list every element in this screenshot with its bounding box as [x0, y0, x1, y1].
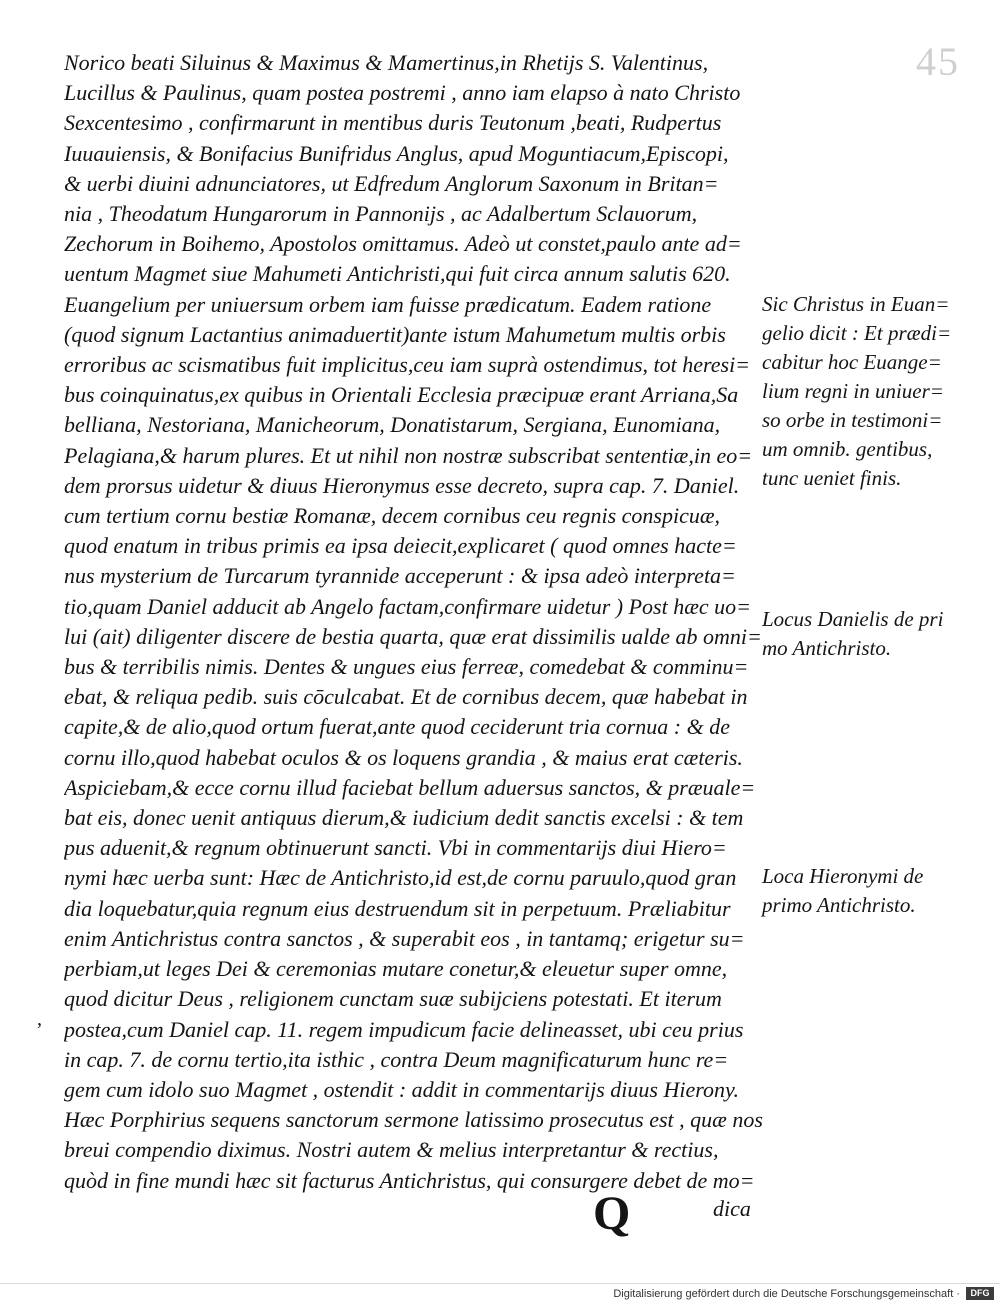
margin-note-line: so orbe in testimoni=	[762, 408, 943, 432]
page-number: 45	[916, 39, 960, 84]
text-line: (quod signum Lactantius animaduertit)ante istum Mahumetum multis orbis	[64, 321, 726, 347]
text-line: dem prorsus uidetur & diuus Hieronymus esse decreto, supra cap. 7. Daniel.	[64, 472, 740, 498]
text-line: pus aduenit,& regnum obtinuerunt sancti. Vbi in commentarijs diui Hiero=	[64, 835, 727, 861]
text-line: bat eis, donec uenit antiquus dierum,& iudicium dedit sanctis excelsi : & tem	[64, 805, 744, 831]
text-line: dia loquebatur,quia regnum eius destruendum sit in perpetuum. Præliabitur	[64, 895, 731, 921]
text-line: gem cum idolo suo Magmet , ostendit : addit in commentarijs diuus Hierony.	[64, 1076, 740, 1102]
text-line: uentum Magmet siue Mahumeti Antichristi,qui fuit circa annum salutis 620.	[64, 261, 731, 287]
margin-note-hieronymi	[762, 862, 972, 920]
margin-note-line: um omnib. gentibus,	[762, 437, 933, 461]
margin-note-line: cabitur hoc Euange=	[762, 350, 942, 374]
text-line: Euangelium per uniuersum orbem iam fuisse prædicatum. Eadem ratione	[64, 291, 712, 317]
dfg-logo-icon: DFG	[966, 1287, 994, 1300]
text-line: enim Antichristus contra sanctos , & superabit eos , in tantamq; erigetur su=	[64, 925, 745, 951]
stray-mark: ,	[37, 1008, 42, 1030]
text-line: erroribus ac scismatibus fuit implicitus,ceu iam suprà ostendimus, tot heresi=	[64, 352, 751, 378]
margin-note-line: mo Antichristo.	[762, 636, 892, 660]
margin-note-line: primo Antichristo.	[762, 893, 916, 917]
text-line: nia , Theodatum Hungarorum in Pannonijs , ac Adalbertum Sclauorum,	[64, 201, 698, 227]
text-line: nus mysterium de Turcarum tyrannide acceperunt : & ipsa adeò interpreta=	[64, 563, 736, 589]
margin-note-danielis	[762, 605, 972, 663]
text-line: breui compendio diximus. Nostri autem & melius interpretantur & rectius,	[64, 1137, 719, 1163]
text-line: Zechorum in Boihemo, Apostolos omittamus. Adeò ut constet,paulo ante ad=	[64, 231, 742, 257]
text-line: postea,cum Daniel cap. 11. regem impudicum facie delineasset, ubi ceu prius	[64, 1016, 744, 1042]
text-line: Lucillus & Paulinus, quam postea postremi , anno iam elapso à nato Christo	[64, 80, 741, 106]
text-line: quòd in fine mundi hæc sit facturus Antichristus, qui consurgere debet de mo=	[64, 1167, 755, 1193]
text-line: bus & terribilis nimis. Dentes & ungues eius ferreæ, comedebat & comminu=	[64, 654, 749, 680]
text-line: cum tertium cornu bestiæ Romanæ, decem cornibus ceu regnis conspicuæ,	[64, 503, 721, 529]
margin-note-christus	[762, 290, 972, 493]
text-line: Hæc Porphirius sequens sanctorum sermone latissimo prosecutus est , quæ nos	[64, 1107, 763, 1133]
text-line: bus coinquinatus,ex quibus in Orientali Ecclesia præcipuæ erant Arriana,Sa	[64, 382, 739, 408]
margin-note-line: gelio dicit : Et prædi=	[762, 321, 952, 345]
text-line: belliana, Nestoriana, Manicheorum, Donatistarum, Sergiana, Eunomiana,	[64, 412, 721, 438]
text-line: perbiam,ut leges Dei & ceremonias mutare conetur,& eleuetur super omne,	[64, 956, 728, 982]
text-line: nymi hæc uerba sunt: Hæc de Antichristo,id est,de cornu paruulo,quod gran	[64, 865, 737, 891]
text-line: Aspiciebam,& ecce cornu illud faciebat bellum aduersus sanctos, & præuale=	[64, 774, 756, 800]
text-line: lui (ait) diligenter discere de bestia quarta, quæ erat dissimilis ualde ab omni=	[64, 623, 762, 649]
text-line: Norico beati Siluinus & Maximus & Mamertinus,in Rhetijs S. Valentinus,	[64, 50, 709, 75]
text-line: Sexcentesimo , confirmarunt in mentibus duris Teutonum ,beati, Rudpertus	[64, 110, 722, 136]
catchword: dica	[713, 1196, 751, 1221]
text-line: ebat, & reliqua pedib. suis cōculcabat. Et de cornibus decem, quæ habebat in	[64, 684, 748, 710]
text-line: & uerbi diuini adnunciatores, ut Edfredum Anglorum Saxonum in Britan=	[64, 170, 719, 196]
margin-note-line: Sic Christus in Euan=	[762, 292, 950, 316]
footer-bar	[0, 1283, 1000, 1304]
text-line: Iuuauiensis, & Bonifacius Bunifridus Anglus, apud Moguntiacum,Episcopi,	[64, 140, 729, 166]
text-line: in cap. 7. de cornu tertio,ita isthic , contra Deum magnificaturum hunc re=	[64, 1046, 729, 1072]
text-line: Pelagiana,& harum plures. Et ut nihil non nostræ subscribat sententiæ,in eo=	[64, 442, 753, 468]
main-text-block	[64, 48, 772, 1196]
text-line: capite,& de alio,quod ortum fuerat,ante quod ceciderunt tria cornua : & de	[64, 714, 731, 740]
margin-note-line: tunc ueniet finis.	[762, 466, 902, 490]
text-line: quod enatum in tribus primis ea ipsa deiecit,explicaret ( quod omnes hacte=	[64, 533, 737, 559]
margin-note-line: Loca Hieronymi de	[762, 864, 924, 888]
text-line: cornu illo,quod habebat oculos & os loquens grandia , & maius erat cæteris.	[64, 744, 743, 770]
footer-credit: Digitalisierung gefördert durch die Deutsche Forschungsgemeinschaft ·	[613, 1288, 960, 1300]
margin-note-line: Locus Danielis de pri	[762, 607, 944, 631]
text-line: tio,quam Daniel adducit ab Angelo factam,confirmare uidetur ) Post hæc uo=	[64, 593, 751, 619]
text-line: quod dicitur Deus , religionem cunctam suæ subijciens potestati. Et iterum	[64, 986, 722, 1012]
signature-mark: Q	[593, 1187, 631, 1240]
margin-note-line: lium regni in uniuer=	[762, 379, 944, 403]
